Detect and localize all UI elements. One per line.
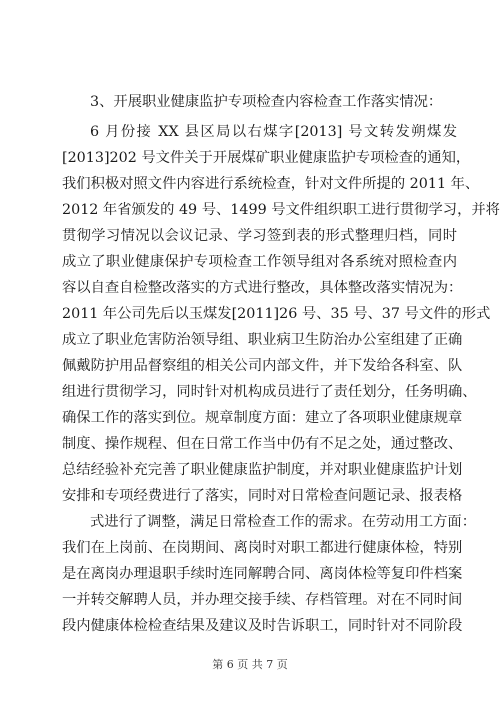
body-line: 容以自查自检整改落实的方式进行整改，具体整改落实情况为： [62,280,463,296]
body-line: 安排和专项经费进行了落实，同时对日常检查问题记录、报表格 [62,488,463,504]
body-line: 2012 年省颁发的 49 号、1499 号文件组织职工进行贯彻学习，并将 [62,202,500,218]
body-line: 式进行了调整，满足日常检查工作的需求。在劳动用工方面： [90,514,477,530]
body-line: 成立了职业危害防治领导组、职业病卫生防治办公室组建了正确 [62,332,463,348]
body-line: 贯彻学习情况以会议记录、学习签到表的形式整理归档，同时 [62,228,457,244]
body-line: 佩戴防护用品督察组的相关公司内部文件，并下发给各科室、队 [62,358,463,374]
body-line: 我们在上岗前、在岗期间、离岗时对职工都进行健康体检，特别 [62,540,463,556]
section-heading: 3、开展职业健康监护专项检查内容检查工作落实情况： [90,94,443,110]
body-line: 一并转交解聘人员，并办理交接手续、存档管理。对在不同时间 [62,592,463,608]
body-line: 确保工作的落实到位。规章制度方面：建立了各项职业健康规章 [62,410,463,426]
body-line: 是在离岗办理退职手续时连同解聘合同、离岗体检等复印件档案 [62,566,463,582]
body-line: 制度、操作规程、但在日常工作当中仍有不足之处，通过整改、 [62,436,463,452]
body-line: 6 月份接 XX 县区局以右煤字[2013] 号文转发朔煤发 [90,124,457,140]
body-line: 2011 年公司先后以玉煤发[2011]26 号、35 号、37 号文件的形式 [62,306,491,322]
body-line: 我们积极对照文件内容进行系统检查，针对文件所提的 2011 年、 [62,176,480,192]
body-line: 组进行贯彻学习，同时针对机构成员进行了责任划分，任务明确、 [62,384,477,400]
body-line: 总结经验补充完善了职业健康监护制度，并对职业健康监护计划 [62,462,463,478]
page-number-footer: 第 6 页 共 7 页 [212,658,288,671]
body-line: 段内健康体检检查结果及建议及时告诉职工，同时针对不同阶段 [62,618,463,634]
body-line: 成立了职业健康保护专项检查工作领导组对各系统对照检查内 [62,254,457,270]
body-line: [2013]202 号文件关于开展煤矿职业健康监护专项检查的通知， [62,150,471,166]
